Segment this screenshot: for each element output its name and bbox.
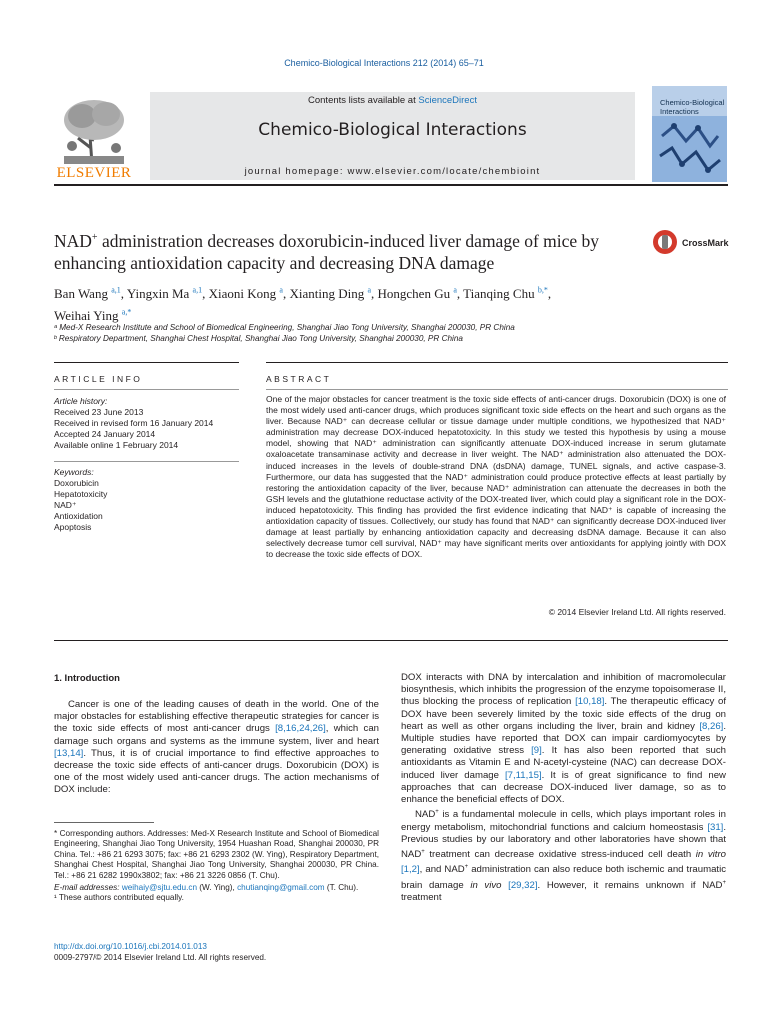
abstract-text: One of the major obstacles for cancer treatment is the toxic side effects of anti-cancer drugs. Doxorubicin (DOX) is one of the most widely used anti-cancer drugs, which produces significant toxic side effects on the heart and such organs as the liver. Because NAD⁺ can decrease cellular or tissue damage under multiple conditions, we hypothesized that NAD⁺ administration may decrease DOX-induced hepatotoxicity. In this study we tested this hypothesis by using a mouse model, showing that NAD⁺ administration can significantly attenuate DOX-induced increase in serum glutamate oxaloacetate transaminase activity and decrease in liver weight. The NAD⁺ administration also attenuated the DOX-induced increases in the levels of double-strand DNA (dsDNA) damage, TUNEL signals, and active caspase-3. Furthermore, our data has suggested that the NAD⁺ administration could produce protective effects at least partially by restoring the antioxidation capacity of the liver, because NAD⁺ administration can attenuate the decreases in both the GSH levels and the glutathione reductase activity of the DOX-treated liver, which could play a significant role in the DOX-induced hepatotoxicity. This finding has provided the first evidence indicating that NAD⁺ is capable of increasing the antioxidation capacity of tissues. Collectively, our study has found that NAD⁺ can significantly decrease DOX-induced liver damage at least partially by enhancing antioxidation capacity and decreasing dsDNA damage. Because it can also selectively decrease tumor cell survival, NAD⁺ may have significant merits over antioxidants for applying jointly with DOX to decrease the toxic side effects of DOX. bbox=[266, 394, 726, 560]
email-chu-who: (T. Chu). bbox=[324, 883, 359, 893]
keyword: Apoptosis bbox=[54, 522, 92, 532]
citation-link[interactable]: [13,14] bbox=[54, 747, 84, 759]
keyword: Hepatotoxicity bbox=[54, 489, 108, 499]
author[interactable]: Yingxin Ma $^{a,1}$, bbox=[126, 286, 209, 302]
article-info-subrule bbox=[54, 389, 239, 390]
author[interactable]: Hongchen Gu $^a$, bbox=[377, 286, 464, 302]
keywords-label: Keywords: bbox=[54, 467, 94, 477]
equal-contribution-footnote: ¹ These authors contributed equally. bbox=[54, 893, 184, 903]
keyword: Doxorubicin bbox=[54, 478, 99, 488]
footnotes bbox=[54, 829, 379, 904]
intro-heading: 1. Introduction bbox=[54, 673, 120, 684]
email-link-ying[interactable]: weihaiy@sjtu.edu.cn bbox=[121, 883, 198, 893]
history-revised: Received in revised form 16 January 2014 bbox=[54, 418, 214, 428]
intro-column-left bbox=[54, 699, 379, 797]
affiliation-a: ᵃ Med-X Research Institute and School of Biomedical Engineering, Shanghai Jiao Tong University, Shanghai 200030, PR China bbox=[54, 323, 515, 332]
crossmark-icon[interactable] bbox=[652, 229, 678, 255]
author[interactable]: Weihai Ying $^{a,*}$ bbox=[54, 307, 132, 323]
abstract-copyright: © 2014 Elsevier Ireland Ltd. All rights reserved. bbox=[548, 607, 726, 617]
intro-column-right bbox=[401, 672, 726, 904]
affiliation-b: ᵇ Respiratory Department, Shanghai Chest Hospital, Shanghai Jiao Tong University, Shanghai 200030, PR China bbox=[54, 334, 463, 343]
citation-link[interactable]: [9] bbox=[531, 745, 542, 757]
citation-link[interactable]: [29,32] bbox=[508, 880, 538, 891]
doi-block bbox=[54, 941, 266, 963]
citation-link[interactable]: [10,18] bbox=[575, 696, 605, 708]
cover-journal-title: Chemico-Biological Interactions bbox=[660, 98, 725, 116]
article-info-heading: ARTICLE INFO bbox=[54, 374, 143, 384]
email-footnote bbox=[54, 883, 379, 893]
issn-line: 0009-2797/© 2014 Elsevier Ireland Ltd. All rights reserved. bbox=[54, 953, 267, 962]
intro-paragraph: Cancer is one of the leading causes of death in the world. One of the major obstacles for establishing effective therapeutic strategies for cancer is the toxic side effects of most anti-cancer drugs [8,16,24,26], which can damage such organs and systems as the immune system, liver and heart [13,14]. Thus, it is of crucial importance to find effective approaches to decrease the toxic side effects of anti-cancer drugs. Doxorubicin (DOX) is one of the most widely used anti-cancer drugs. The action mechanisms of DOX include: bbox=[54, 699, 379, 796]
journal-homepage[interactable]: journal homepage: www.elsevier.com/locate/chembioint bbox=[244, 166, 541, 177]
article-title bbox=[54, 227, 644, 274]
email-ying-who: (W. Ying), bbox=[197, 883, 238, 893]
citation-link[interactable]: [31] bbox=[707, 821, 724, 833]
elsevier-wordmark: ELSEVIER bbox=[56, 165, 132, 181]
history-online: Available online 1 February 2014 bbox=[54, 440, 179, 450]
corresponding-footnote: * Corresponding authors. Addresses: Med-X Research Institute and School of Biomedical Engineering, Shanghai Jiao Tong University, 1954 Huashan Road, Shanghai 200030, PR China. Tel.: +86 21 6293 3075; fax: +86 21 6293 2302 (W. Ying), Respiratory Department, Shanghai Chest Hospital, Shanghai Jiao Tong University, Shanghai 200030, PR China. Tel.: +86 21 6282 1990x3802; fax: +86 21 3226 0856 (T. Chu). bbox=[54, 829, 379, 880]
history-accepted: Accepted 24 January 2014 bbox=[54, 429, 156, 439]
article-info-rule bbox=[54, 362, 239, 363]
contents-availability bbox=[150, 95, 635, 106]
author-list bbox=[54, 282, 714, 325]
intro-paragraph: NAD+ is a fundamental molecule in cells, which plays important roles in energy metabolism, mitochondrial functions and calcium homeostasis [31]. Previous studies by our laboratory and other laboratories have shown that NAD+ treatment can decrease oxidative stress-induced cell death in vitro [1,2], and NAD+ administration can also reduce both ischemic and traumatic brain damage in vivo [29,32]. However, it remains unknown if NAD+ treatment bbox=[401, 809, 726, 904]
abstract-subrule bbox=[266, 389, 728, 390]
sciencedirect-link[interactable]: ScienceDirect bbox=[418, 95, 477, 106]
contents-prefix: Contents lists available at bbox=[308, 95, 419, 106]
footnote-rule bbox=[54, 822, 154, 823]
keywords-block bbox=[54, 467, 239, 533]
author[interactable]: Ban Wang $^{a,1}$, bbox=[54, 286, 127, 302]
title-nad: NAD bbox=[54, 230, 92, 251]
history-received: Received 23 June 2013 bbox=[54, 407, 144, 417]
citation-link[interactable]: [8,26] bbox=[699, 720, 724, 732]
doi-link[interactable]: http://dx.doi.org/10.1016/j.cbi.2014.01.013 bbox=[54, 942, 207, 951]
email-label: E-mail addresses: bbox=[54, 883, 120, 893]
header-rule bbox=[54, 184, 728, 186]
author[interactable]: Xianting Ding $^a$, bbox=[289, 286, 378, 302]
abstract-rule bbox=[266, 362, 728, 363]
abstract-end-rule bbox=[54, 640, 728, 641]
citation-link[interactable]: [8,16,24,26] bbox=[275, 723, 326, 735]
author[interactable]: Tianqing Chu $^{b,*}$, bbox=[463, 286, 552, 302]
journal-name: Chemico-Biological Interactions bbox=[258, 120, 527, 140]
citation-link[interactable]: [1,2] bbox=[401, 864, 420, 876]
journal-citation[interactable]: Chemico-Biological Interactions 212 (2014) 65–71 bbox=[284, 58, 484, 68]
citation-link[interactable]: [7,11,15] bbox=[505, 769, 542, 781]
title-rest: administration decreases doxorubicin-induced liver damage of mice by enhancing antioxidation capacity and decreasing DNA damage bbox=[54, 230, 600, 273]
email-link-chu[interactable]: chutianqing@gmail.com bbox=[237, 883, 325, 893]
keyword: NAD⁺ bbox=[54, 500, 77, 510]
title-sup: + bbox=[91, 232, 98, 243]
keywords-rule bbox=[54, 461, 239, 462]
intro-paragraph: DOX interacts with DNA by intercalation and inhibition of macromolecular biosynthesis, which inhibits the progression of the enzyme topoisomerase II, thus blocking the process of replication [10,18]. The therapeutic efficacy of DOX have been severely limited by the toxic side effects of the drug on heart as well as other organs including the liver, brain and kidney [8,26]. Multiple studies have reported that DOX can impair cardiomyocytes by generating oxidative stress [9]. It has also been reported that such antioxidants as Vitamin E and N-acetyl-cysteine (NAC) can decrease DOX-induced liver damage [7,11,15]. It is of great significance to find new approaches that can decrease DOX-induced liver damage, so as to enhance the beneficial effects of DOX. bbox=[401, 672, 726, 806]
author[interactable]: Xiaoni Kong $^a$, bbox=[208, 286, 290, 302]
article-history bbox=[54, 396, 239, 451]
crossmark-label[interactable]: CrossMark bbox=[682, 238, 729, 248]
keyword: Antioxidation bbox=[54, 511, 103, 521]
abstract-heading: ABSTRACT bbox=[266, 374, 332, 384]
history-label: Article history: bbox=[54, 396, 108, 406]
